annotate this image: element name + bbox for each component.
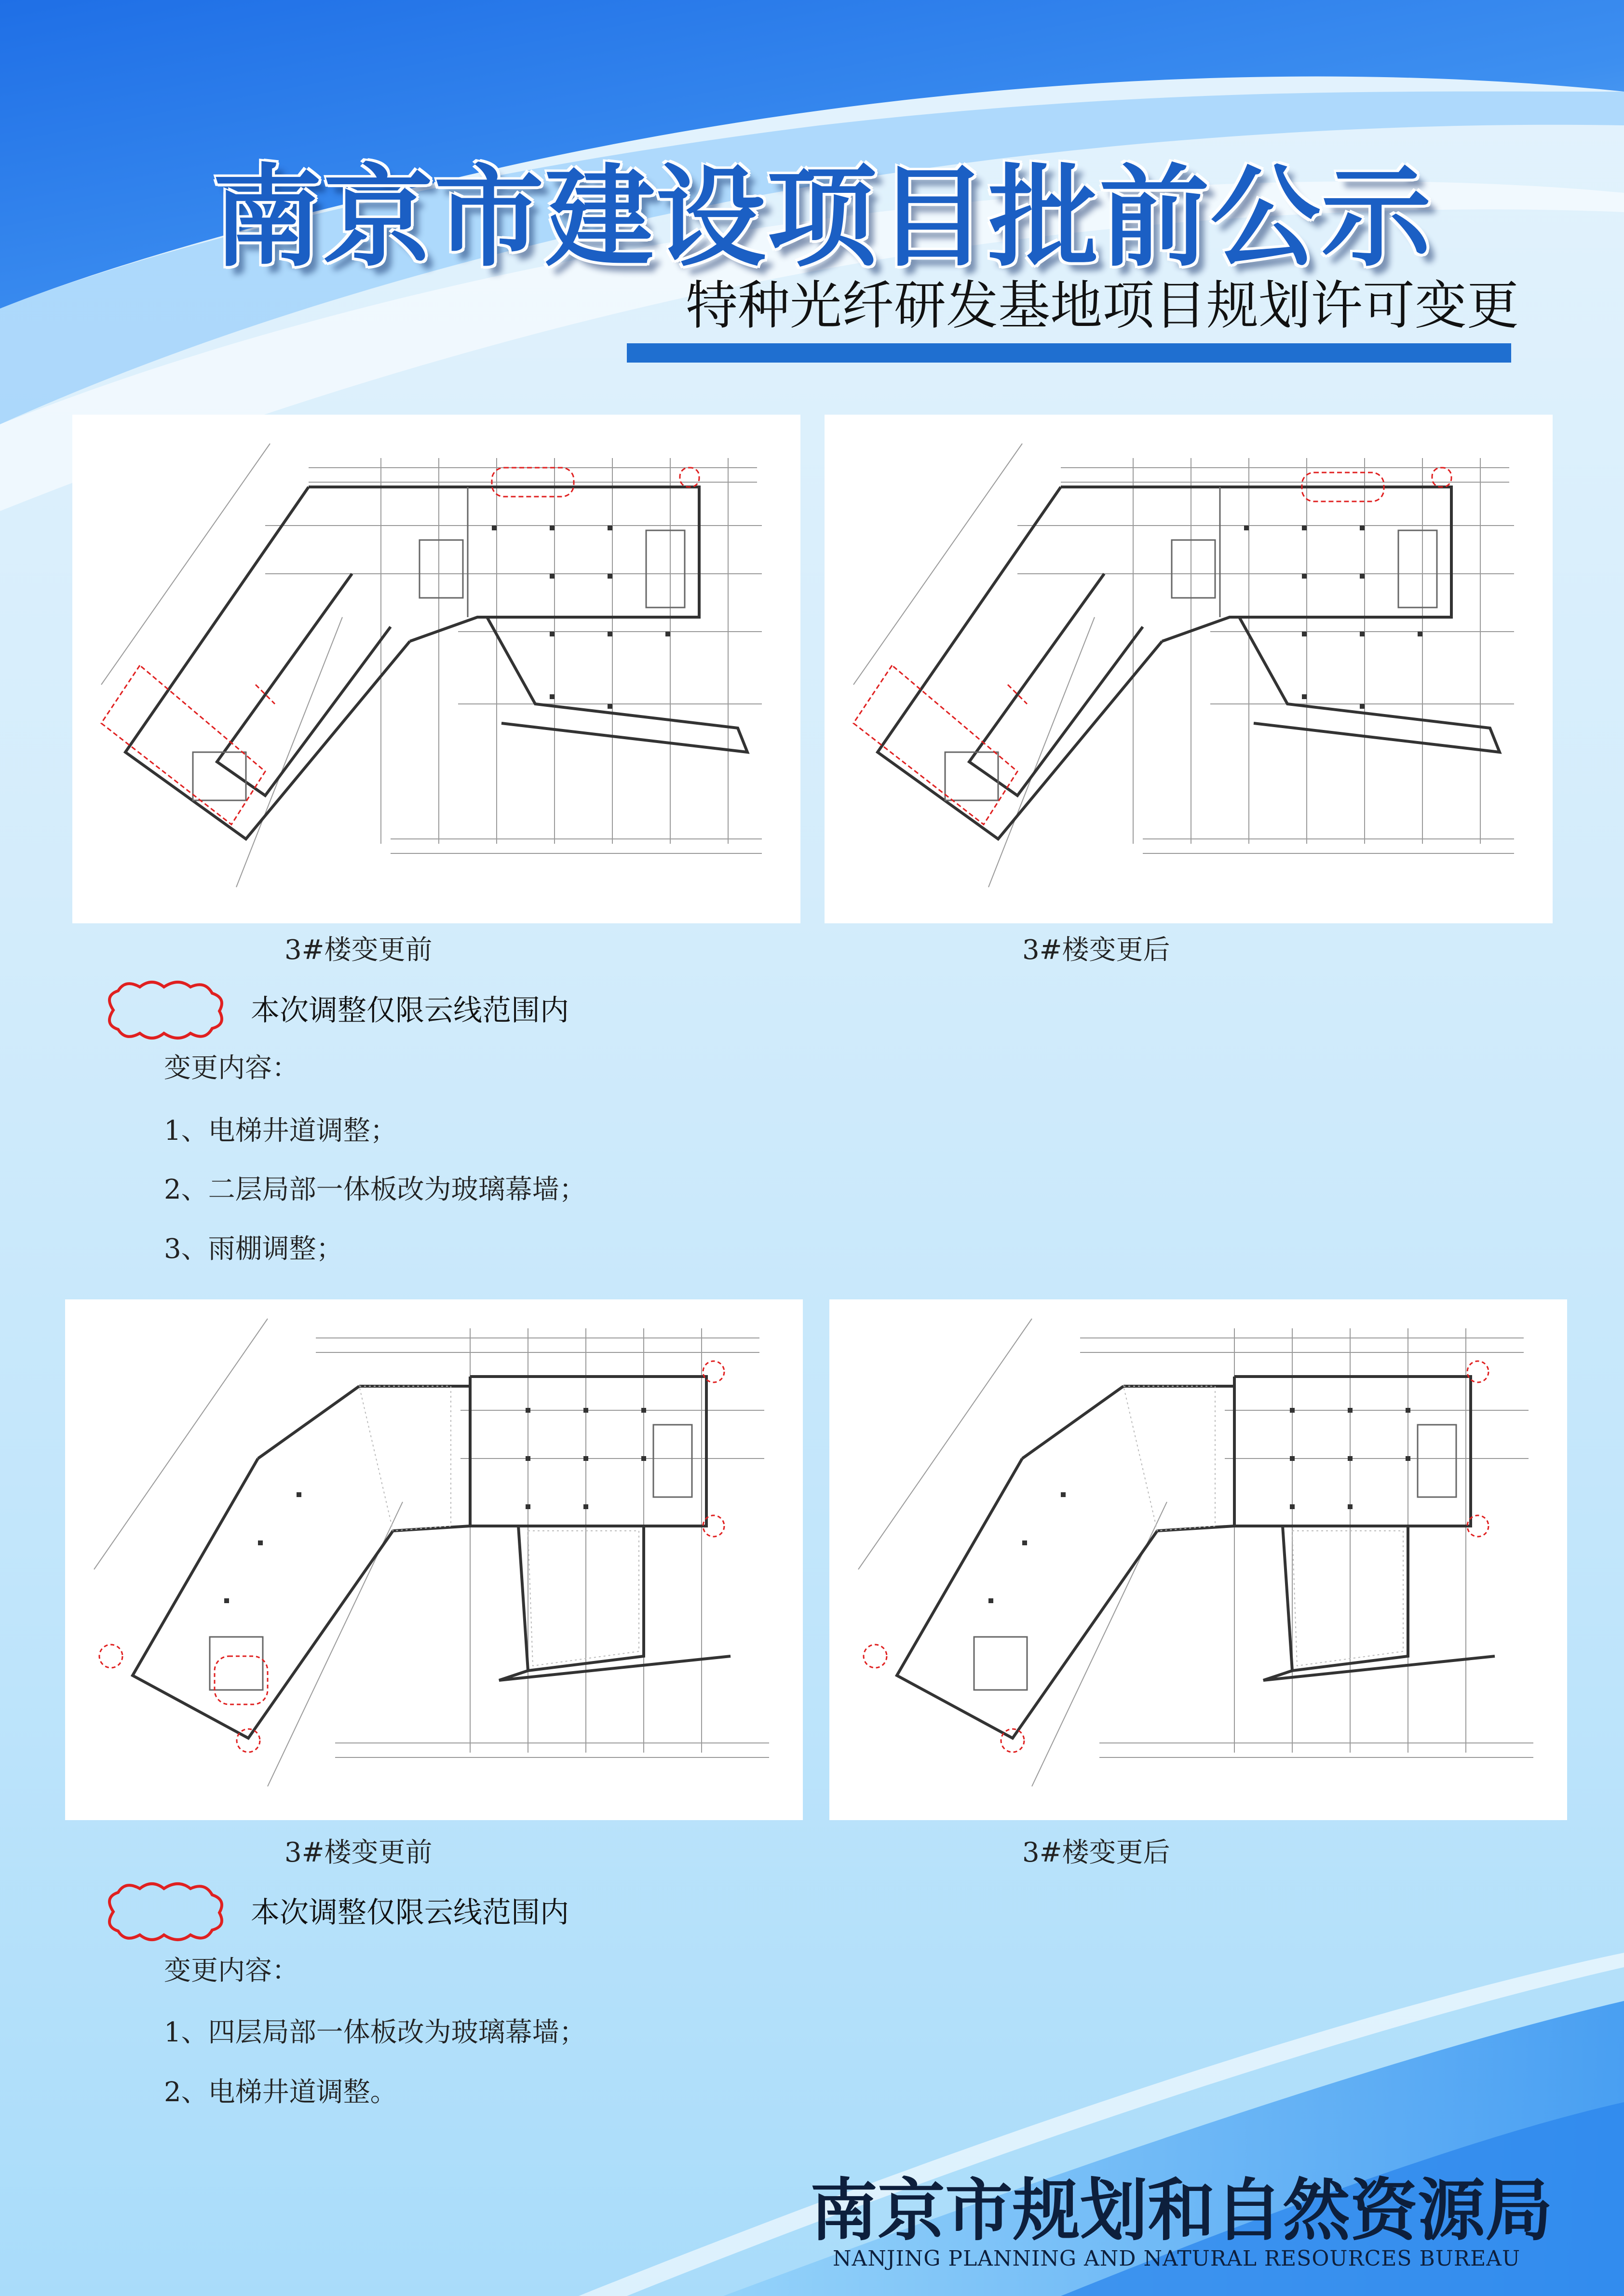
change-item: 3、雨棚调整；	[164, 1233, 343, 1265]
changes-heading: 变更内容：	[164, 1053, 299, 1084]
page-subtitle: 特种光纤研发基地项目规划许可变更	[685, 276, 1519, 336]
change-item: 2、二层局部一体板改为玻璃幕墙；	[164, 1174, 586, 1205]
legend-label: 本次调整仅限云线范围内	[251, 1896, 569, 1930]
floorplan-before-1	[72, 415, 800, 923]
change-item: 1、四层局部一体板改为玻璃幕墙；	[164, 2017, 586, 2048]
floorplan-drawing	[825, 415, 1553, 923]
change-item: 1、电梯井道调整；	[164, 1115, 397, 1147]
legend-label: 本次调整仅限云线范围内	[251, 994, 569, 1027]
changes-heading: 变更内容：	[164, 1955, 299, 1986]
revision-cloud-icon	[99, 1878, 229, 1945]
bureau-name-english: NANJING PLANNING AND NATURAL RESOURCES BUREAU	[832, 2246, 1521, 2271]
change-item: 2、电梯井道调整。	[164, 2077, 397, 2108]
drawing-caption-after-1: 3#楼变更后	[1022, 934, 1170, 966]
floorplan-after-1	[825, 415, 1553, 923]
title-underline-bar	[627, 343, 1511, 363]
revision-cloud-icon	[99, 976, 229, 1044]
bureau-name-chinese: 南京市规划和自然资源局	[810, 2171, 1553, 2250]
floorplan-drawing	[65, 1299, 803, 1820]
page-title: 南京市建设项目批前公示	[212, 152, 1432, 282]
drawing-caption-after-2: 3#楼变更后	[1022, 1837, 1170, 1868]
floorplan-after-2	[829, 1299, 1567, 1820]
floorplan-drawing	[829, 1299, 1567, 1820]
drawing-caption-before-1: 3#楼变更前	[284, 934, 433, 966]
floorplan-drawing	[72, 415, 800, 923]
floorplan-before-2	[65, 1299, 803, 1820]
drawing-caption-before-2: 3#楼变更前	[284, 1837, 433, 1868]
